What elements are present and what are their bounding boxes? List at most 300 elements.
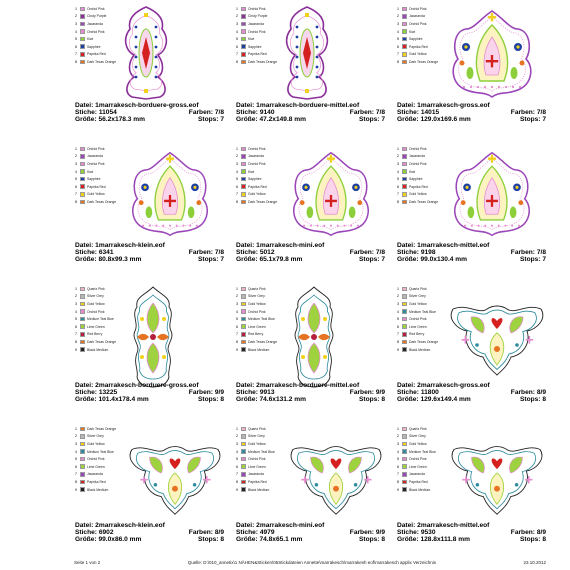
design-size-value: 65.1x79.8 mm xyxy=(259,256,303,263)
legend-step-number: 7 xyxy=(397,192,399,197)
thread-color-name: Orchid Pink xyxy=(409,6,427,11)
thread-color-name: Gold Yellow xyxy=(87,441,105,446)
stitch-count-field xyxy=(75,109,117,116)
thread-color-name: Silver Grey xyxy=(409,434,426,439)
legend-step-number: 3 xyxy=(236,301,238,306)
design-size-value: 128.8x111.8 mm xyxy=(420,536,470,543)
file-name-field xyxy=(397,102,490,109)
thread-color-name: Quartz Pink xyxy=(248,286,266,291)
thread-color-name: Paprika Red xyxy=(248,184,267,189)
thread-color-name: Orchid Pink xyxy=(409,21,427,26)
stop-count-field xyxy=(359,536,385,543)
embroidery-design-preview xyxy=(447,145,537,241)
stitch-count-value: 9198 xyxy=(420,249,436,256)
thread-color-name: Red Berry xyxy=(248,332,264,337)
stop-count-field xyxy=(520,396,546,403)
thread-color-swatch xyxy=(241,44,246,49)
thread-color-swatch xyxy=(402,154,407,159)
legend-step-number: 7 xyxy=(397,472,399,477)
legend-step-number: 1 xyxy=(236,6,238,11)
thread-color-swatch xyxy=(80,332,85,337)
design-size-value: 129.0x169.6 mm xyxy=(420,116,471,123)
thread-color-name: Gold Yellow xyxy=(409,192,427,197)
legend-step-number: 9 xyxy=(75,347,77,352)
legend-step-number: 6 xyxy=(397,44,399,49)
embroidery-design-preview xyxy=(125,145,215,241)
thread-color-name: Paprika Red xyxy=(248,479,267,484)
file-name-value: 2marrakesch-borduere-mittel.eof xyxy=(256,382,360,389)
stop-count-field xyxy=(520,116,546,123)
file-name-value: 1marrakesch-borduere-gross.eof xyxy=(95,102,199,109)
legend-step-number: 2 xyxy=(397,434,399,439)
thread-color-name: Quartz Pink xyxy=(409,426,427,431)
thread-color-swatch xyxy=(402,60,407,65)
legend-step-number: 5 xyxy=(75,177,77,182)
color-count-label: Farben: xyxy=(349,389,374,396)
thread-color-name: Medium Teal Blue xyxy=(248,317,275,322)
stop-count-field xyxy=(520,256,546,263)
thread-color-swatch xyxy=(241,200,246,205)
stitch-count-value: 6341 xyxy=(98,249,114,256)
file-name-value: 1marrakesch-borduere-mittel.eof xyxy=(256,102,360,109)
thread-color-swatch xyxy=(402,449,407,454)
stitch-count-label: Stiche: xyxy=(236,389,258,396)
legend-step-number: 3 xyxy=(75,161,77,166)
design-size-label: Größe: xyxy=(75,536,97,543)
thread-color-name: Jacaranda xyxy=(409,472,425,477)
stop-count-value: 7 xyxy=(542,256,546,263)
design-file-info xyxy=(75,242,224,263)
thread-color-name: Paprika Red xyxy=(87,479,106,484)
thread-color-swatch xyxy=(241,192,246,197)
thread-color-name: Lime Green xyxy=(248,464,266,469)
thread-color-swatch xyxy=(241,22,246,27)
stop-count-label: Stops: xyxy=(519,396,541,403)
stop-count-label: Stops: xyxy=(358,536,380,543)
thread-color-swatch xyxy=(80,52,85,57)
thread-color-swatch xyxy=(80,184,85,189)
stop-count-value: 7 xyxy=(381,116,385,123)
thread-color-name: Orchid Pink xyxy=(248,161,266,166)
thread-color-swatch xyxy=(402,302,407,307)
thread-color-name: Jacaranda xyxy=(248,21,264,26)
page-footer xyxy=(74,560,546,565)
thread-color-name: Quartz Pink xyxy=(248,426,266,431)
thread-color-name: Gold Yellow xyxy=(409,301,427,306)
thread-color-name: Medium Teal Blue xyxy=(87,449,114,454)
thread-color-name: Lime Green xyxy=(87,324,105,329)
thread-color-swatch xyxy=(241,317,246,322)
thread-color-name: Quartz Pink xyxy=(87,286,105,291)
stitch-count-value: 11054 xyxy=(98,109,117,116)
design-file-info xyxy=(75,382,224,403)
design-file-info xyxy=(397,242,546,263)
legend-step-number: 3 xyxy=(397,441,399,446)
stop-count-value: 8 xyxy=(542,396,546,403)
file-name-value: 2marrakesch-mittel.eof xyxy=(417,522,490,529)
design-file-info xyxy=(236,102,385,123)
thread-color-name: Cindy Purple xyxy=(248,14,268,19)
thread-color-name: Orchid Pink xyxy=(409,457,427,462)
legend-step-number: 7 xyxy=(236,52,238,57)
thread-color-name: Orchid Pink xyxy=(248,29,266,34)
thread-color-swatch xyxy=(80,14,85,19)
legend-step-number: 5 xyxy=(236,177,238,182)
file-name-label: Datei: xyxy=(236,102,255,109)
embroidery-design-preview xyxy=(121,5,171,101)
legend-step-number: 9 xyxy=(236,347,238,352)
design-size-label: Größe: xyxy=(75,396,97,403)
stop-count-field xyxy=(359,116,385,123)
thread-color-name: Lime Green xyxy=(409,324,427,329)
thread-color-swatch xyxy=(402,457,407,462)
file-name-value: 1marrakesch-mini.eof xyxy=(256,242,325,249)
design-card xyxy=(75,5,225,141)
legend-step-number: 4 xyxy=(397,29,399,34)
thread-color-name: Orchid Pink xyxy=(248,457,266,462)
thread-color-swatch xyxy=(80,294,85,299)
design-size-label: Größe: xyxy=(236,116,258,123)
legend-step-number: 3 xyxy=(236,441,238,446)
thread-color-swatch xyxy=(80,487,85,492)
design-size-field xyxy=(75,396,149,403)
embroidery-design-preview xyxy=(449,285,545,381)
color-count-field xyxy=(511,109,546,116)
thread-color-name: Orchid Pink xyxy=(248,6,266,11)
file-name-field xyxy=(397,382,490,389)
thread-color-swatch xyxy=(241,427,246,432)
file-name-label: Datei: xyxy=(75,102,94,109)
legend-step-number: 4 xyxy=(236,449,238,454)
thread-color-swatch xyxy=(241,162,246,167)
color-count-field xyxy=(511,529,546,536)
thread-color-name: Paprika Red xyxy=(87,52,106,57)
file-name-label: Datei: xyxy=(397,102,416,109)
thread-color-swatch xyxy=(80,434,85,439)
stop-count-value: 8 xyxy=(220,396,224,403)
stop-count-field xyxy=(198,536,224,543)
design-size-field xyxy=(236,256,302,263)
file-name-label: Datei: xyxy=(397,242,416,249)
thread-color-name: Silver Grey xyxy=(87,434,104,439)
legend-step-number: 5 xyxy=(236,37,238,42)
thread-color-name: Orchid Pink xyxy=(87,161,105,166)
legend-step-number: 8 xyxy=(75,199,77,204)
thread-color-swatch xyxy=(402,324,407,329)
stop-count-value: 8 xyxy=(381,396,385,403)
thread-color-swatch xyxy=(241,14,246,19)
page-number: Seite 1 von 2 xyxy=(74,560,101,565)
color-count-value: 9/9 xyxy=(214,389,224,396)
stop-count-value: 8 xyxy=(381,536,385,543)
stop-count-field xyxy=(198,396,224,403)
stop-count-label: Stops: xyxy=(358,396,380,403)
legend-step-number: 5 xyxy=(397,457,399,462)
design-size-field xyxy=(236,116,306,123)
color-count-value: 8/9 xyxy=(536,529,546,536)
legend-step-number: 3 xyxy=(75,301,77,306)
thread-color-name: Orchid Pink xyxy=(87,457,105,462)
thread-color-swatch xyxy=(80,169,85,174)
thread-color-name: Red Berry xyxy=(87,332,103,337)
thread-color-swatch xyxy=(241,52,246,57)
thread-color-name: Dark Texas Orange xyxy=(409,199,439,204)
stitch-count-value: 6902 xyxy=(98,529,114,536)
thread-color-name: Kiwi xyxy=(409,169,416,174)
design-size-label: Größe: xyxy=(397,256,419,263)
legend-step-number: 8 xyxy=(397,199,399,204)
thread-color-swatch xyxy=(80,287,85,292)
thread-color-swatch xyxy=(80,37,85,42)
thread-color-name: Lime Green xyxy=(409,464,427,469)
stitch-count-field xyxy=(75,249,114,256)
thread-color-swatch xyxy=(80,427,85,432)
thread-color-name: Black Medium xyxy=(87,347,109,352)
thread-color-swatch xyxy=(241,480,246,485)
thread-color-name: Jacaranda xyxy=(87,154,103,159)
design-size-label: Größe: xyxy=(75,256,97,263)
legend-step-number: 5 xyxy=(75,317,77,322)
legend-step-number: 3 xyxy=(75,441,77,446)
color-count-field xyxy=(189,109,224,116)
legend-step-number: 4 xyxy=(236,309,238,314)
design-size-value: 47.2x149.8 mm xyxy=(259,116,307,123)
stitch-count-field xyxy=(397,109,439,116)
design-size-label: Größe: xyxy=(397,116,419,123)
design-card xyxy=(397,145,547,281)
stop-count-label: Stops: xyxy=(519,256,541,263)
thread-color-name: Dark Texas Orange xyxy=(248,199,278,204)
thread-color-swatch xyxy=(80,309,85,314)
thread-color-name: Silver Grey xyxy=(248,434,265,439)
stitch-count-field xyxy=(75,389,117,396)
thread-color-swatch xyxy=(402,464,407,469)
stitch-count-field xyxy=(236,389,275,396)
file-name-label: Datei: xyxy=(75,382,94,389)
file-name-label: Datei: xyxy=(397,522,416,529)
legend-step-number: 9 xyxy=(397,347,399,352)
color-count-field xyxy=(189,529,224,536)
legend-step-number: 5 xyxy=(397,37,399,42)
legend-step-number: 1 xyxy=(236,286,238,291)
legend-step-number: 2 xyxy=(75,14,77,19)
thread-color-name: Paprika Red xyxy=(87,184,106,189)
thread-color-swatch xyxy=(402,347,407,352)
thread-color-name: Lime Green xyxy=(248,324,266,329)
thread-color-name: Sapphire xyxy=(87,177,101,182)
stop-count-value: 8 xyxy=(220,536,224,543)
thread-color-swatch xyxy=(241,442,246,447)
stop-count-field xyxy=(520,536,546,543)
stop-count-label: Stops: xyxy=(197,396,219,403)
design-size-field xyxy=(397,256,467,263)
embroidery-design-preview xyxy=(288,425,384,521)
thread-color-swatch xyxy=(402,22,407,27)
legend-step-number: 6 xyxy=(236,44,238,49)
thread-color-swatch xyxy=(402,442,407,447)
legend-step-number: 2 xyxy=(75,154,77,159)
design-size-label: Größe: xyxy=(397,396,419,403)
file-name-label: Datei: xyxy=(236,522,255,529)
design-size-field xyxy=(75,256,141,263)
stop-count-value: 7 xyxy=(220,256,224,263)
thread-color-name: Orchid Pink xyxy=(87,309,105,314)
thread-color-name: Gold Yellow xyxy=(248,192,266,197)
legend-step-number: 4 xyxy=(397,449,399,454)
file-name-label: Datei: xyxy=(236,382,255,389)
thread-color-swatch xyxy=(402,147,407,152)
legend-step-number: 8 xyxy=(236,339,238,344)
file-name-field xyxy=(236,102,359,109)
thread-color-swatch xyxy=(80,154,85,159)
design-size-field xyxy=(397,116,471,123)
thread-color-name: Kiwi xyxy=(87,169,94,174)
stitch-count-label: Stiche: xyxy=(397,109,419,116)
color-count-value: 7/8 xyxy=(214,249,224,256)
design-size-label: Größe: xyxy=(236,536,258,543)
legend-step-number: 5 xyxy=(397,317,399,322)
color-count-value: 8/9 xyxy=(214,529,224,536)
thread-color-name: Gold Yellow xyxy=(87,301,105,306)
thread-color-swatch xyxy=(402,177,407,182)
legend-step-number: 7 xyxy=(236,472,238,477)
thread-color-name: Orchid Pink xyxy=(248,146,266,151)
color-count-field xyxy=(350,249,385,256)
legend-step-number: 6 xyxy=(75,464,77,469)
legend-step-number: 7 xyxy=(397,52,399,57)
file-name-value: 2marrakesch-klein.eof xyxy=(95,522,165,529)
stitch-count-value: 9913 xyxy=(259,389,275,396)
thread-color-name: Orchid Pink xyxy=(87,146,105,151)
legend-step-number: 2 xyxy=(397,154,399,159)
legend-step-number: 1 xyxy=(75,426,77,431)
thread-color-swatch xyxy=(402,37,407,42)
thread-color-name: Jacaranda xyxy=(409,154,425,159)
thread-color-name: Orchid Pink xyxy=(409,146,427,151)
thread-color-name: Jacaranda xyxy=(248,154,264,159)
stop-count-field xyxy=(198,116,224,123)
thread-color-name: Red Berry xyxy=(409,332,425,337)
legend-step-number: 5 xyxy=(236,457,238,462)
design-catalog-grid xyxy=(75,5,545,545)
thread-color-swatch xyxy=(402,287,407,292)
thread-color-swatch xyxy=(80,457,85,462)
legend-step-number: 2 xyxy=(75,434,77,439)
thread-color-swatch xyxy=(80,324,85,329)
thread-color-swatch xyxy=(241,7,246,12)
design-size-value: 101.4x178.4 mm xyxy=(98,396,149,403)
design-size-value: 99.0x130.4 mm xyxy=(420,256,468,263)
design-card xyxy=(397,5,547,141)
design-size-value: 74.6x131.2 mm xyxy=(259,396,307,403)
color-count-field xyxy=(189,249,224,256)
thread-color-swatch xyxy=(80,177,85,182)
thread-color-name: Paprika Red xyxy=(409,184,428,189)
legend-step-number: 4 xyxy=(397,169,399,174)
thread-color-swatch xyxy=(241,449,246,454)
thread-color-swatch xyxy=(241,184,246,189)
stop-count-label: Stops: xyxy=(358,256,380,263)
thread-color-swatch xyxy=(402,14,407,19)
thread-color-name: Dark Texas Orange xyxy=(409,339,439,344)
color-count-label: Farben: xyxy=(510,109,535,116)
thread-color-swatch xyxy=(80,200,85,205)
color-count-field xyxy=(350,389,385,396)
design-size-field xyxy=(75,116,145,123)
legend-step-number: 6 xyxy=(397,184,399,189)
embroidery-design-preview xyxy=(127,425,223,521)
stitch-count-label: Stiche: xyxy=(397,529,419,536)
thread-color-swatch xyxy=(402,200,407,205)
thread-color-name: Dark Texas Orange xyxy=(87,59,117,64)
thread-color-swatch xyxy=(80,480,85,485)
thread-color-swatch xyxy=(80,340,85,345)
thread-color-name: Medium Teal Blue xyxy=(248,449,275,454)
legend-step-number: 2 xyxy=(236,14,238,19)
legend-step-number: 8 xyxy=(236,479,238,484)
stitch-count-label: Stiche: xyxy=(75,529,97,536)
file-name-field xyxy=(397,522,489,529)
design-file-info xyxy=(236,242,385,263)
thread-color-swatch xyxy=(241,324,246,329)
legend-step-number: 3 xyxy=(397,161,399,166)
thread-color-swatch xyxy=(80,302,85,307)
thread-color-swatch xyxy=(402,487,407,492)
design-card xyxy=(75,425,225,561)
thread-color-name: Gold Yellow xyxy=(248,441,266,446)
legend-step-number: 3 xyxy=(236,21,238,26)
stitch-count-value: 14015 xyxy=(420,109,440,116)
legend-step-number: 8 xyxy=(75,479,77,484)
legend-step-number: 2 xyxy=(236,294,238,299)
design-file-info xyxy=(397,522,546,543)
legend-step-number: 7 xyxy=(397,332,399,337)
legend-step-number: 2 xyxy=(397,294,399,299)
design-size-label: Größe: xyxy=(397,536,419,543)
thread-color-name: Dark Texas Orange xyxy=(248,59,278,64)
thread-color-swatch xyxy=(402,44,407,49)
legend-step-number: 4 xyxy=(236,169,238,174)
thread-color-name: Medium Teal Blue xyxy=(409,309,436,314)
thread-color-name: Orchid Pink xyxy=(87,29,105,34)
color-count-field xyxy=(350,109,385,116)
color-count-label: Farben: xyxy=(510,249,535,256)
design-size-field xyxy=(75,536,141,543)
stop-count-value: 8 xyxy=(542,536,546,543)
thread-color-name: Silver Grey xyxy=(87,294,104,299)
thread-color-name: Sapphire xyxy=(248,177,262,182)
thread-color-name: Dark Texas Orange xyxy=(248,339,278,344)
thread-color-swatch xyxy=(241,347,246,352)
embroidery-design-preview xyxy=(286,285,342,389)
stitch-count-field xyxy=(397,529,436,536)
design-size-value: 99.0x86.0 mm xyxy=(98,536,142,543)
design-size-value: 129.6x149.4 mm xyxy=(420,396,471,403)
legend-step-number: 7 xyxy=(75,52,77,57)
thread-color-swatch xyxy=(402,427,407,432)
thread-color-name: Kiwi xyxy=(248,169,255,174)
legend-step-number: 8 xyxy=(75,59,77,64)
thread-color-swatch xyxy=(80,147,85,152)
stitch-count-value: 4979 xyxy=(259,529,275,536)
thread-color-name: Orchid Pink xyxy=(409,317,427,322)
file-name-value: 2marrakesch-borduere-gross.eof xyxy=(95,382,199,389)
color-count-value: 7/8 xyxy=(375,109,385,116)
legend-step-number: 3 xyxy=(397,301,399,306)
thread-color-name: Sapphire xyxy=(248,44,262,49)
file-name-label: Datei: xyxy=(397,382,416,389)
thread-color-name: Dark Texas Orange xyxy=(409,59,439,64)
